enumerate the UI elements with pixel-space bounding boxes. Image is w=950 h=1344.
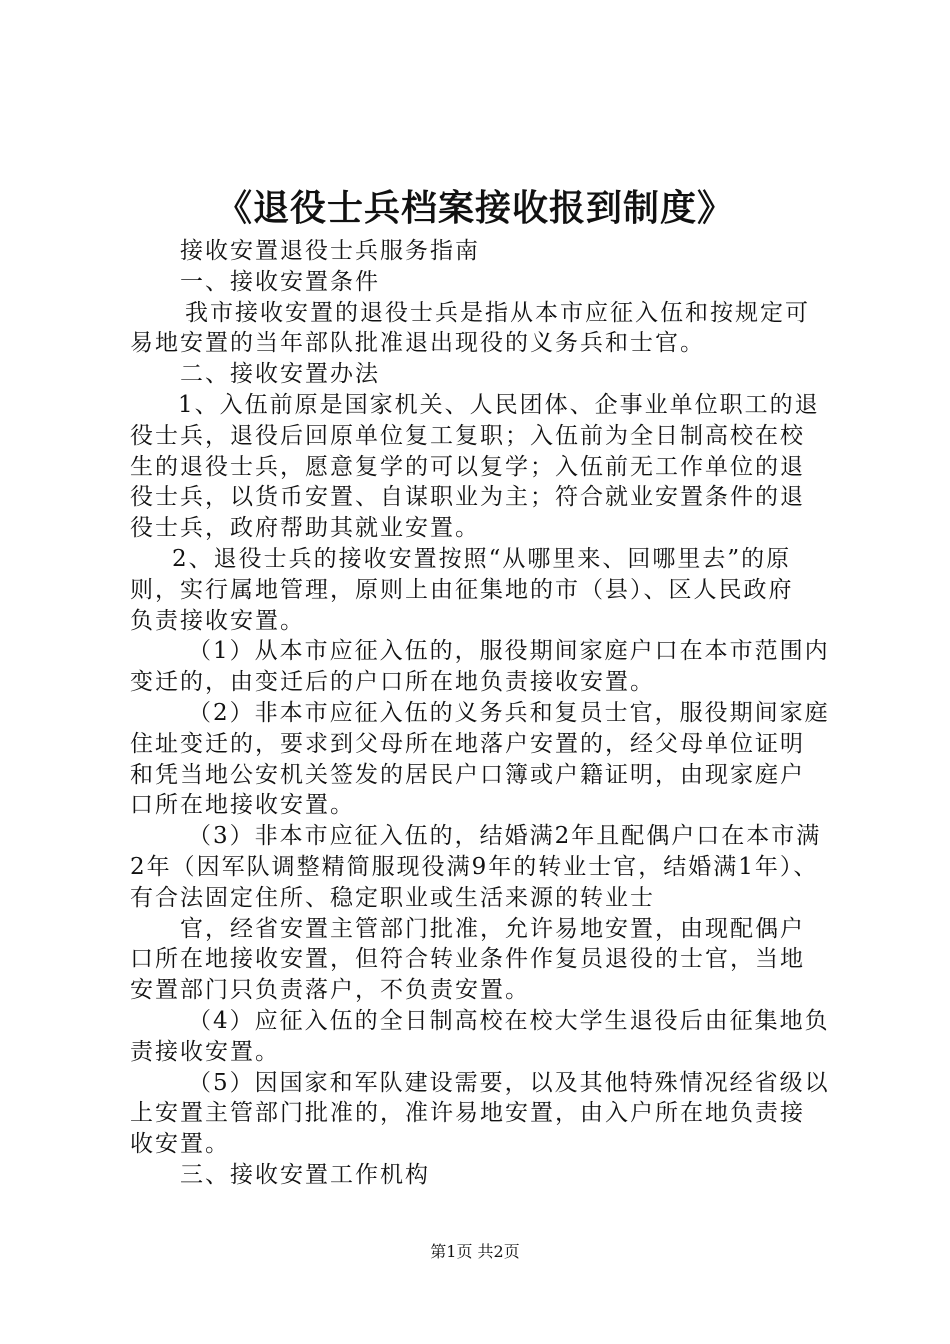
subtitle-line: 接收安置退役士兵服务指南 <box>180 238 480 264</box>
document-body <box>130 236 830 1191</box>
paragraph-line: 变迁的，由变迁后的户口所在地负责接收安置。 <box>130 669 655 696</box>
paragraph-line: 收安置。 <box>130 1131 230 1158</box>
paragraph-line: 责接收安置。 <box>130 1038 280 1065</box>
document-title: 《退役士兵档案接收报到制度》 <box>215 187 734 229</box>
paragraph-line: （5）因国家和军队建设需要，以及其他特殊情况经省级以 <box>188 1069 830 1096</box>
paragraph-line: （4）应征入伍的全日制高校在校大学生退役后由征集地负 <box>188 1007 830 1034</box>
paragraph-line: 安置部门只负责落户，不负责安置。 <box>130 977 530 1004</box>
paragraph-line: 官，经省安置主管部门批准，允许易地安置，由现配偶户 <box>180 915 805 942</box>
paragraph-line: 生的退役士兵，愿意复学的可以复学；入伍前无工作单位的退 <box>130 453 805 480</box>
paragraph-line: 1、入伍前原是国家机关、人民团体、企事业单位职工的退 <box>178 391 820 418</box>
paragraph-line: 口所在地接收安置，但符合转业条件作复员退役的士官，当地 <box>130 946 805 973</box>
paragraph-line: （1）从本市应征入伍的，服役期间家庭户口在本市范围内 <box>188 638 830 665</box>
section-heading: 二、接收安置办法 <box>180 361 380 388</box>
paragraph-line: 2、退役士兵的接收安置按照“从哪里来、回哪里去”的原 <box>172 545 792 572</box>
section-heading: 三、接收安置工作机构 <box>180 1161 430 1188</box>
paragraph-line: 役士兵，以货币安置、自谋职业为主；符合就业安置条件的退 <box>130 484 805 511</box>
paragraph-line: 役士兵，退役后回原单位复工复职；入伍前为全日制高校在校 <box>130 422 805 449</box>
paragraph-line: 和凭当地公安机关签发的居民户口簿或户籍证明，由现家庭户 <box>130 761 805 788</box>
paragraph-line: （3）非本市应征入伍的，结婚满2年且配偶户口在本市满 <box>188 823 822 850</box>
paragraph-line: 役士兵，政府帮助其就业安置。 <box>130 515 480 542</box>
paragraph-line: 则，实行属地管理，原则上由征集地的市（县）、区人民政府 <box>130 576 794 603</box>
paragraph-line: 易地安置的当年部队批准退出现役的义务兵和士官。 <box>130 330 705 357</box>
paragraph-line: 上安置主管部门批准的，准许易地安置，由入户所在地负责接 <box>130 1100 805 1127</box>
paragraph-line: 2年（因军队调整精简服现役满9年的转业士官，结婚满1年）、 <box>130 853 819 880</box>
paragraph-line: 有合法固定住所、稳定职业或生活来源的转业士 <box>130 884 655 911</box>
paragraph-line: 口所在地接收安置。 <box>130 792 355 819</box>
page-number-footer: 第1页 共2页 <box>430 1242 520 1261</box>
section-heading: 一、接收安置条件 <box>180 268 380 295</box>
paragraph-line: 住址变迁的，要求到父母所在地落户安置的，经父母单位证明 <box>130 730 805 757</box>
paragraph-line: 我市接收安置的退役士兵是指从本市应征入伍和按规定可 <box>185 299 810 326</box>
paragraph-line: 负责接收安置。 <box>130 607 305 634</box>
paragraph-line: （2）非本市应征入伍的义务兵和复员士官，服役期间家庭 <box>188 699 830 726</box>
